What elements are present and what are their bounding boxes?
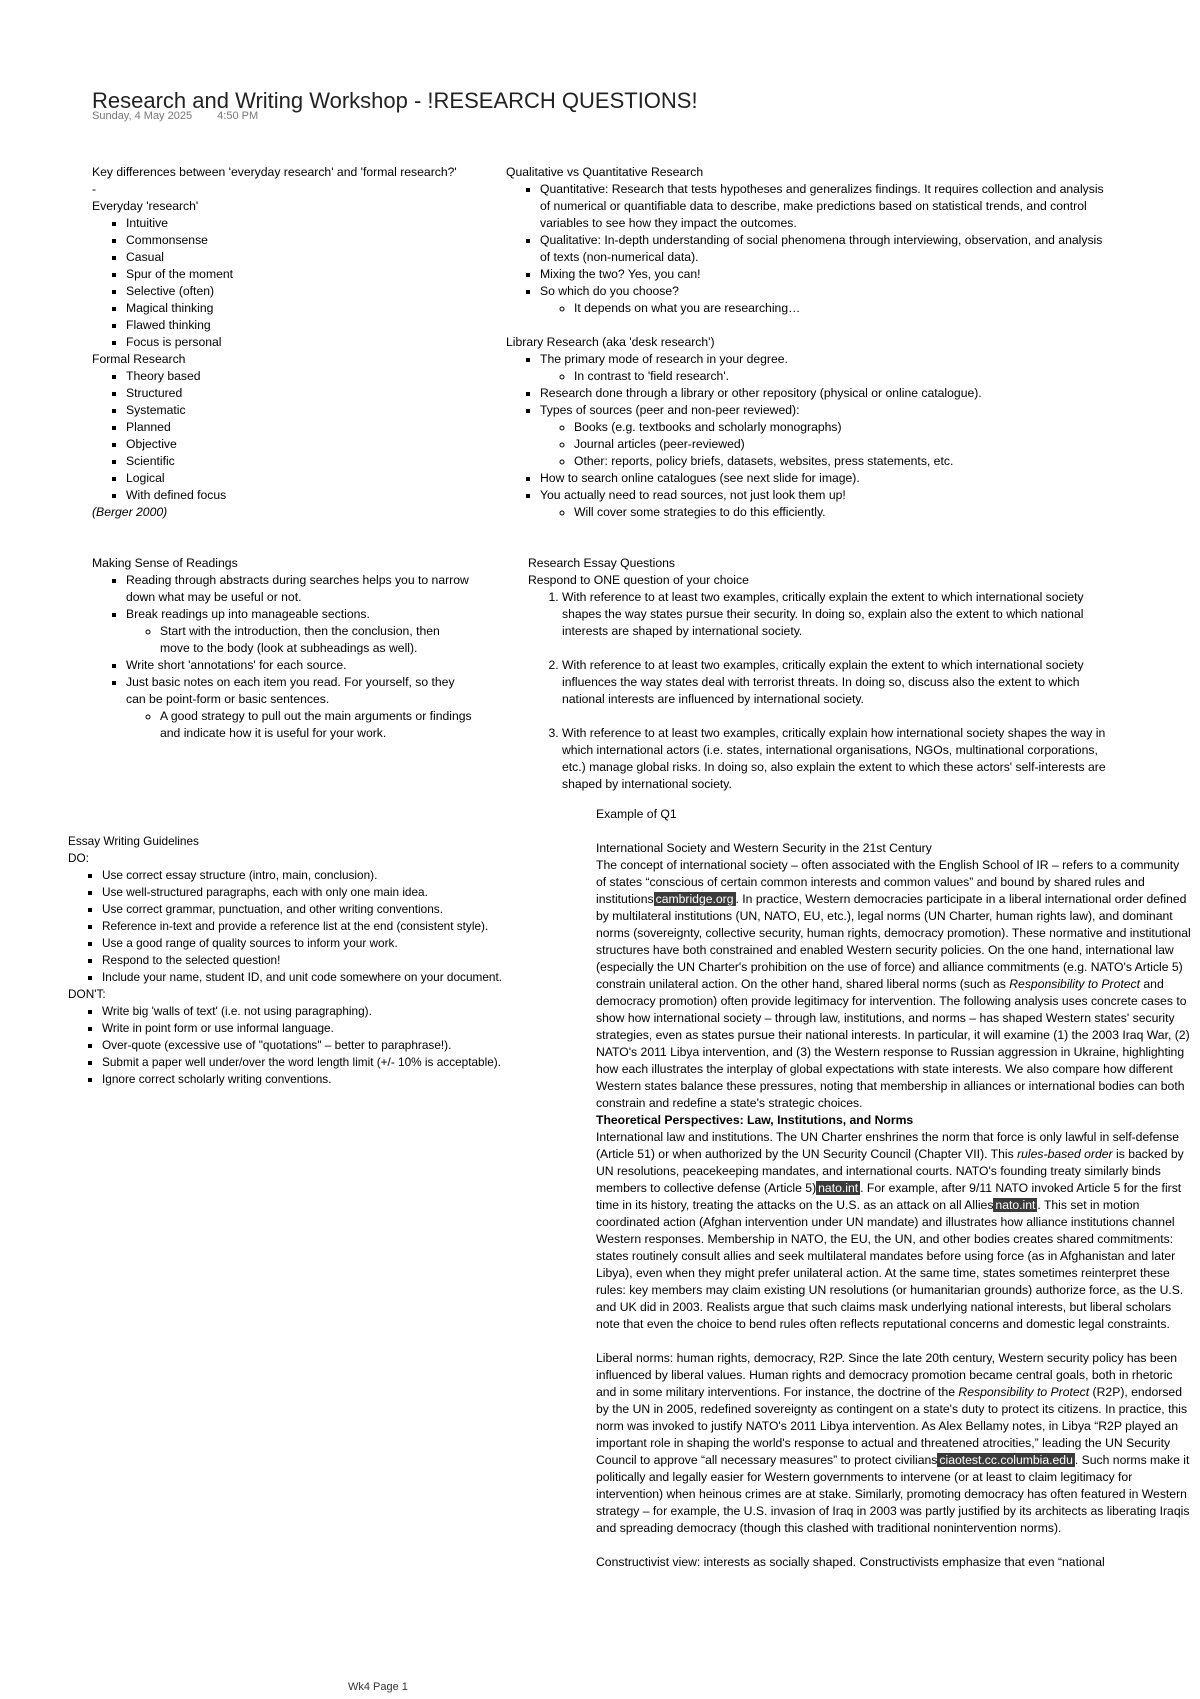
sub-list xyxy=(540,368,1106,385)
dont-label: DON'T: xyxy=(68,987,106,1001)
formal-heading: Formal Research xyxy=(92,352,186,366)
emphasis-text: Responsibility to Protect xyxy=(958,1385,1090,1399)
differences-question: Key differences between 'everyday research' and 'formal research?' xyxy=(92,165,457,179)
list-item: ▪ Structured xyxy=(126,385,492,402)
list-item: ▪ Respond to the selected question! xyxy=(102,952,568,969)
research-differences-section xyxy=(92,164,492,521)
library-heading: Library Research (aka 'desk research') xyxy=(506,335,715,349)
list-item: ▪ Scientific xyxy=(126,453,492,470)
qual-quant-section xyxy=(506,164,1106,521)
page-time: 4:50 PM xyxy=(217,110,259,122)
list-item xyxy=(540,487,1106,521)
list-item xyxy=(126,674,472,742)
sub-list xyxy=(540,419,1106,470)
essay-question: 1. With reference to at least two examples, critically explain the extent to which international society shapes the way states pursue their security. In doing so, explain also the extent to which national interests are shaped by international society. xyxy=(562,589,1118,640)
list-item: ▪ Casual xyxy=(126,249,492,266)
essay-questions-section xyxy=(528,555,1118,793)
emphasis-text: rules-based order xyxy=(1017,1147,1113,1161)
everyday-heading: Everyday 'research' xyxy=(92,199,199,213)
sub-list xyxy=(540,300,1106,317)
list-item: ▪ Use a good range of quality sources to inform your work. xyxy=(102,935,568,952)
list-item: ▪ Qualitative: In-depth understanding of social phenomena through interviewing, observation, and analysis of texts (non-numerical data). xyxy=(540,232,1106,266)
list-item: ▪ Magical thinking xyxy=(126,300,492,317)
readings-list xyxy=(92,572,472,742)
list-item: ▪ Theory based xyxy=(126,368,492,385)
essay-question: 2. With reference to at least two examples, critically explain the extent to which international society influences the way states deal with terrorist threats. In doing so, discuss also the extent to which national interests are influenced by international society. xyxy=(562,657,1118,708)
paragraph-text: . Such norms make it politically and legally easier for Western governments to intervene (or at least to claim legitimacy for intervention) when heinous crimes are at stake. Similarly, promoting democracy has often featured in Western strategy – for example, the U.S. invasion of Iraq in 2003 was partly justified by its architects as liberating Iraqis and spreading democracy (though this clashed with traditional nonintervention norms). xyxy=(596,1453,1190,1535)
page-footer: Wk4 Page 1 xyxy=(348,1681,408,1693)
theory-heading: Theoretical Perspectives: Law, Institutions, and Norms xyxy=(596,1113,914,1127)
example-label: Example of Q1 xyxy=(596,807,677,821)
page-meta xyxy=(92,108,258,125)
list-item: ▪ Commonsense xyxy=(126,232,492,249)
paragraph-text: and democracy promotion) often provide legitimacy for intervention. The following analysis uses concrete cases to show how international society – through law, institutions, and norms – has shaped Western states' security strategies, even as states pursue their national interests. In particular, it will examine (1) the 2003 Iraq War, (2) NATO's 2011 Libya intervention, and (3) the Western response to Russian aggression in Ukraine, highlighting how each illustrates the interplay of global expectations with state interests. We also compare how different Western states balance these pressures, noting that membership in alliances or international bodies can both constrain and redefine a state's strategic choices. xyxy=(596,977,1190,1110)
emphasis-text: Responsibility to Protect xyxy=(1009,977,1140,991)
list-item-text: Break readings up into manageable sections. xyxy=(126,607,370,621)
example-paragraph xyxy=(596,857,1192,1112)
library-list xyxy=(506,351,1106,521)
sub-list-item: ◦ Journal articles (peer-reviewed) xyxy=(574,436,1106,453)
list-item xyxy=(540,351,1106,385)
source-link[interactable]: ciaotest.cc.columbia.edu xyxy=(939,1453,1073,1467)
list-item: ▪ Include your name, student ID, and unit code somewhere on your document. xyxy=(102,969,568,986)
sub-list-item: ◦ Will cover some strategies to do this efficiently. xyxy=(574,504,1106,521)
list-item-text: Just basic notes on each item you read. For yourself, so they can be point-form or basic sentences. xyxy=(126,675,455,706)
list-item: ▪ Spur of the moment xyxy=(126,266,492,283)
essay-questions-subheading: Respond to ONE question of your choice xyxy=(528,573,749,587)
list-item-text: So which do you choose? xyxy=(540,284,679,298)
do-label: DO: xyxy=(68,851,89,865)
list-item: ▪ Over-quote (excessive use of "quotations" – better to paraphrase!). xyxy=(102,1037,568,1054)
list-item: ▪ Reference in-text and provide a reference list at the end (consistent style). xyxy=(102,918,568,935)
list-item: ▪ Focus is personal xyxy=(126,334,492,351)
list-item: ▪ Mixing the two? Yes, you can! xyxy=(540,266,1106,283)
list-item: ▪ Reading through abstracts during searches helps you to narrow down what may be useful or not. xyxy=(126,572,472,606)
list-item: ▪ Write short 'annotations' for each source. xyxy=(126,657,472,674)
sub-list-item: ◦ In contrast to 'field research'. xyxy=(574,368,1106,385)
essay-questions-heading: Research Essay Questions xyxy=(528,556,675,570)
essay-questions-list xyxy=(528,589,1118,793)
sub-list-item: ◦ Other: reports, policy briefs, datasets, websites, press statements, etc. xyxy=(574,453,1106,470)
paragraph-text: International law and institutions. The UN Charter enshrines the norm that force is only lawful in self-defense (Article 51) or when authorized by the UN Security Council (Chapter VII). This xyxy=(596,1130,1180,1161)
list-item: ▪ Ignore correct scholarly writing conventions. xyxy=(102,1071,568,1088)
list-item: ▪ Use correct grammar, punctuation, and other writing conventions. xyxy=(102,901,568,918)
list-item: ▪ Quantitative: Research that tests hypotheses and generalizes findings. It requires collection and analysis of numerical or quantifiable data to describe, make predictions based on statistical trends, and control variables to see how they impact the outcomes. xyxy=(540,181,1106,232)
example-paragraph: Constructivist view: interests as socially shaped. Constructivists emphasize that even “national xyxy=(596,1555,1105,1569)
source-link[interactable]: nato.int xyxy=(818,1181,859,1195)
readings-section xyxy=(92,555,472,742)
essay-question: 3. With reference to at least two examples, critically explain how international society shapes the way in which international actors (i.e. states, international organisations, NGOs, multinational corporations, etc.) manage global risks. In doing so, also explain the extent to which these actors' self-interests are shaped by international society. xyxy=(562,725,1118,793)
list-item: ▪ Use correct essay structure (intro, main, conclusion). xyxy=(102,867,568,884)
paragraph-text: Liberal norms: human rights, democracy, R2P. Since the late 20th century, Western security policy has been influenced by liberal values. Human rights and democracy promotion became central goals, both in rhetoric and in some military interventions. For instance, the doctrine of the xyxy=(596,1351,1177,1399)
list-item xyxy=(540,283,1106,317)
do-list xyxy=(68,867,568,986)
sub-list-item: ◦ It depends on what you are researching… xyxy=(574,300,1106,317)
list-item: ▪ How to search online catalogues (see next slide for image). xyxy=(540,470,1106,487)
everyday-list xyxy=(92,215,492,351)
list-item: ▪ With defined focus xyxy=(126,487,492,504)
source-link[interactable]: nato.int xyxy=(995,1198,1036,1212)
paragraph-text: (R2P), endorsed by the UN in 2005, redefined sovereignty as contingent on a state's duty to protect its citizens. In practice, this norm was invoked to justify NATO's 2011 Libya intervention. As Alex Bellamy notes, in Libya “R2P played an important role in shaping the world's response to actual and threatened atrocities,” leading the UN Security Council to approve “all necessary measures” to protect civilians xyxy=(596,1385,1188,1467)
list-item-text: You actually need to read sources, not just look them up! xyxy=(540,488,846,502)
list-item: ▪ Research done through a library or other repository (physical or online catalogue). xyxy=(540,385,1106,402)
list-item xyxy=(126,606,472,657)
list-item: ▪ Use well-structured paragraphs, each with only one main idea. xyxy=(102,884,568,901)
formal-list xyxy=(92,368,492,504)
qual-quant-list xyxy=(506,181,1106,317)
dont-list xyxy=(68,1003,568,1088)
sub-list-item: ◦ A good strategy to pull out the main arguments or findings and indicate how it is useful for your work. xyxy=(160,708,472,742)
list-item: ▪ Intuitive xyxy=(126,215,492,232)
list-item: ▪ Systematic xyxy=(126,402,492,419)
sub-list-item: ◦ Books (e.g. textbooks and scholarly monographs) xyxy=(574,419,1106,436)
paragraph-text: . In practice, Western democracies participate in a liberal international order defined by multilateral institutions (UN, NATO, EU, etc.), legal norms (UN Charter, human rights law), and dominant norms (sovereignty, collective security, human rights, democracy promotion). These normative and institutional structures have both constrained and enabled Western security policies. On the one hand, international law (especially the UN Charter's prohibition on the use of force) and alliance commitments (e.g. NATO's Article 5) constrain unilateral action. On the other hand, shared liberal norms (such as xyxy=(596,892,1191,991)
paragraph-text: The concept of international society – often associated with the English School of IR – refers to a community of states “conscious of certain common interests and common values” and bound by shared rules and institutions xyxy=(596,858,1180,906)
list-item: ▪ Write in point form or use informal language. xyxy=(102,1020,568,1037)
sub-list xyxy=(126,623,472,657)
list-item-text: The primary mode of research in your degree. xyxy=(540,352,788,366)
list-item-text: Types of sources (peer and non-peer reviewed): xyxy=(540,403,800,417)
citation: (Berger 2000) xyxy=(92,505,168,519)
sub-list xyxy=(126,708,472,742)
page-title: Research and Writing Workshop - !RESEARCH QUESTIONS! xyxy=(92,87,698,113)
list-item: ▪ Planned xyxy=(126,419,492,436)
guidelines-heading: Essay Writing Guidelines xyxy=(68,834,199,848)
list-item: ▪ Flawed thinking xyxy=(126,317,492,334)
differences-dash: - xyxy=(92,182,97,196)
list-item xyxy=(540,402,1106,470)
example-paragraph xyxy=(596,1350,1192,1537)
source-link[interactable]: cambridge.org xyxy=(655,892,734,906)
readings-heading: Making Sense of Readings xyxy=(92,556,238,570)
example-essay-section xyxy=(596,806,1192,1571)
guidelines-section xyxy=(68,833,568,1088)
list-item: ▪ Logical xyxy=(126,470,492,487)
paragraph-text: . For example, after 9/11 NATO invoked Article 5 for the first time in its history, treating the attacks on the U.S. as an attack on all Allies xyxy=(596,1181,1182,1212)
page-date: Sunday, 4 May 2025 xyxy=(92,110,193,122)
list-item: ▪ Objective xyxy=(126,436,492,453)
list-item: ▪ Submit a paper well under/over the word length limit (+/- 10% is acceptable). xyxy=(102,1054,568,1071)
paragraph-text: is backed by UN resolutions, peacekeeping mandates, and international courts. NATO's founding treaty similarly binds members to collective defense (Article 5) xyxy=(596,1147,1184,1195)
sub-list-item: ◦ Start with the introduction, then the conclusion, then move to the body (look at subheadings as well). xyxy=(160,623,472,657)
paragraph-text: . This set in motion coordinated action (Afghan intervention under UN mandate) and illustrates how alliance institutions channel Western responses. Membership in NATO, the EU, the UN, and other bodies creates shared commitments: states routinely consult allies and seek multilateral mandates before using force (as in Afghanistan and later Libya), even when they might prefer unilateral action. At the same time, states sometimes reinterpret these rules: key members may claim existing UN resolutions (or humanitarian grounds) authorize force, as the U.S. and UK did in 2003. Realists argue that such claims mask underlying national interests, but liberal scholars note that even the choice to bend rules often reflects reputational concerns and domestic legal constraints. xyxy=(596,1198,1184,1331)
list-item: ▪ Write big 'walls of text' (i.e. not using paragraphing). xyxy=(102,1003,568,1020)
list-item: ▪ Selective (often) xyxy=(126,283,492,300)
sub-list xyxy=(540,504,1106,521)
qual-quant-heading: Qualitative vs Quantitative Research xyxy=(506,165,704,179)
example-paragraph xyxy=(596,1129,1192,1333)
example-title: International Society and Western Security in the 21st Century xyxy=(596,841,932,855)
